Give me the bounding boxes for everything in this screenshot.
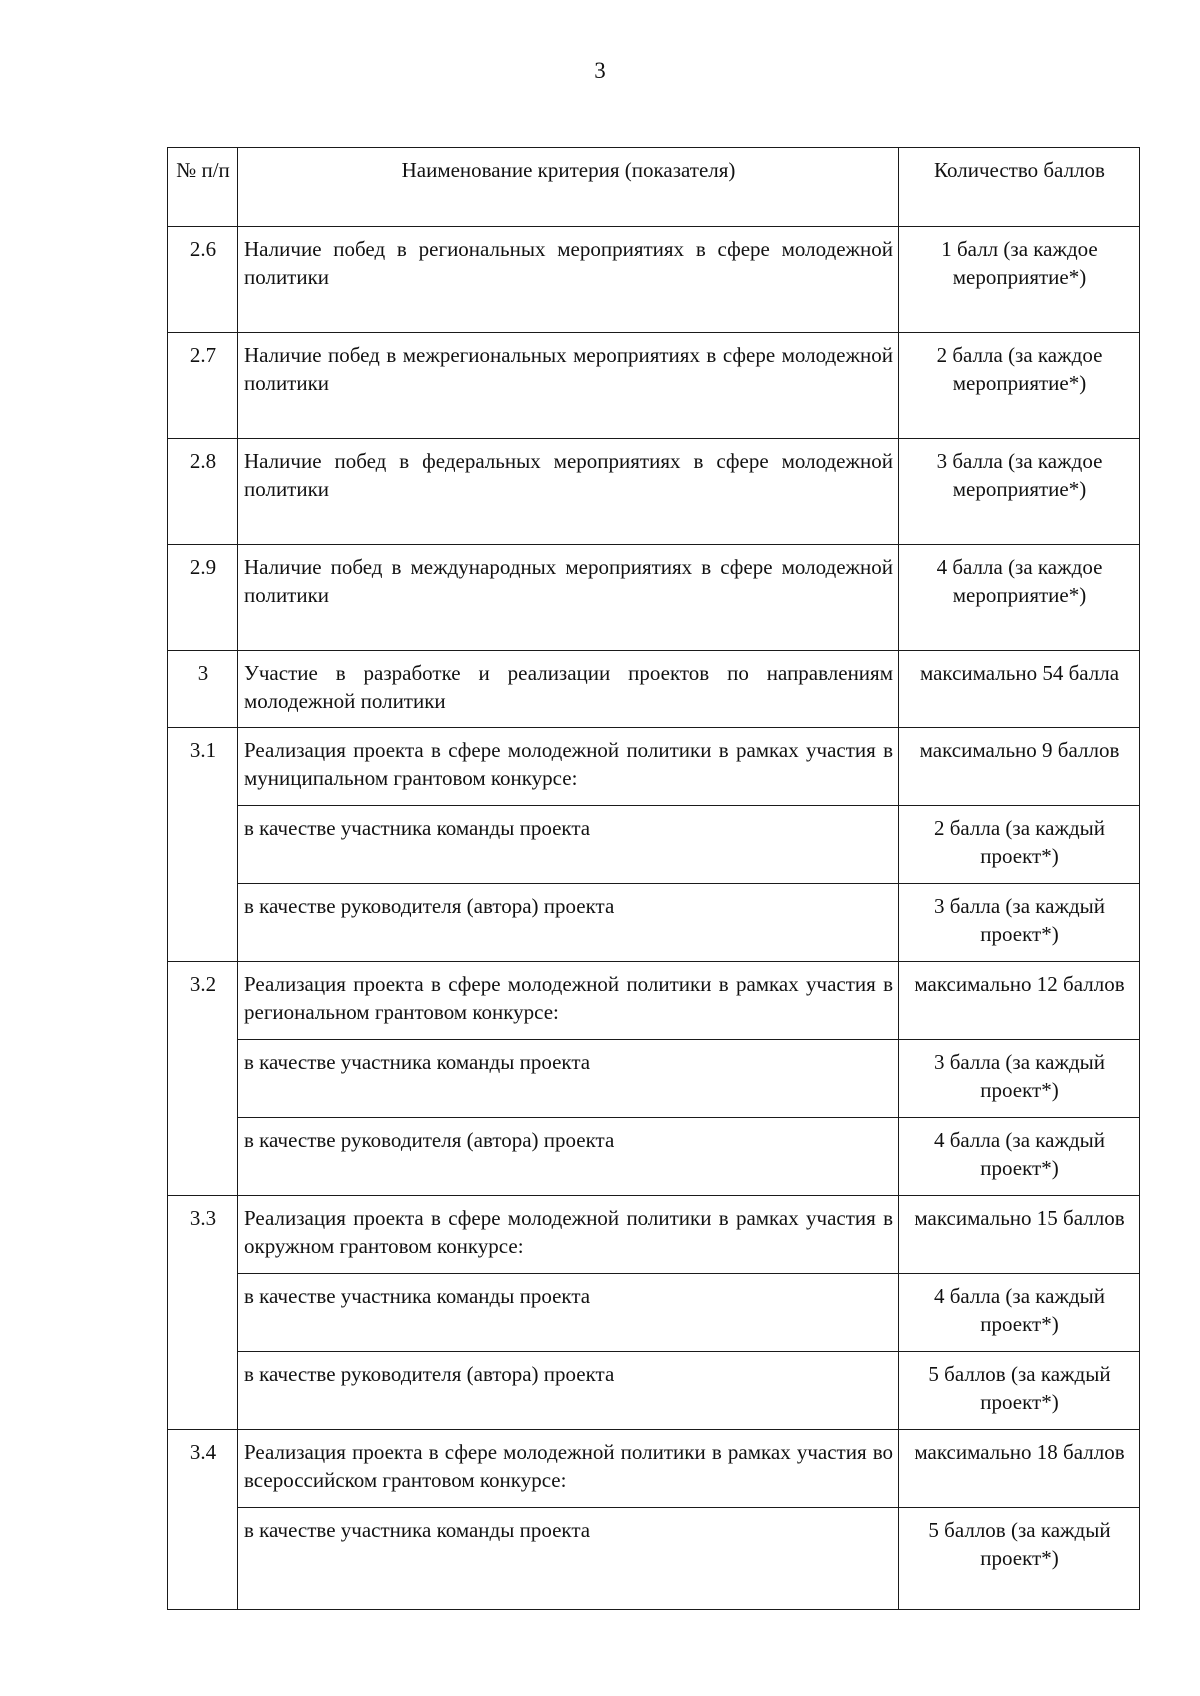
row-num: 2.6 (168, 227, 238, 333)
row-score: максимально 12 баллов (899, 962, 1140, 1040)
row-score: 4 балла (за каждый проект*) (899, 1274, 1140, 1352)
table-row (168, 1196, 1140, 1274)
row-criterion: Реализация проекта в сфере молодежной политики в рамках участия в региональном грантовом конкурсе: (238, 962, 899, 1040)
row-criterion: в качестве руководителя (автора) проекта (238, 884, 899, 962)
row-num: 3 (168, 651, 238, 728)
table-subrow (168, 1352, 1140, 1430)
table-row (168, 728, 1140, 806)
table-subrow (168, 1118, 1140, 1196)
row-criterion: Реализация проекта в сфере молодежной политики в рамках участия в окружном грантовом конкурсе: (238, 1196, 899, 1274)
table-row (168, 227, 1140, 333)
table-subrow (168, 1508, 1140, 1610)
table-subrow (168, 884, 1140, 962)
row-num: 3.3 (168, 1196, 238, 1430)
row-criterion: в качестве участника команды проекта (238, 1274, 899, 1352)
row-criterion: Наличие побед в федеральных мероприятиях в сфере молодежной политики (238, 439, 899, 545)
header-num: № п/п (168, 148, 238, 227)
table-subrow (168, 806, 1140, 884)
table-subrow (168, 1274, 1140, 1352)
header-name: Наименование критерия (показателя) (238, 148, 899, 227)
row-score: максимально 9 баллов (899, 728, 1140, 806)
row-criterion: Наличие побед в международных мероприятиях в сфере молодежной политики (238, 545, 899, 651)
row-score: максимально 54 балла (899, 651, 1140, 728)
table-subrow (168, 1040, 1140, 1118)
row-score: 4 балла (за каждое мероприятие*) (899, 545, 1140, 651)
row-score: 3 балла (за каждое мероприятие*) (899, 439, 1140, 545)
row-criterion: Наличие побед в региональных мероприятиях в сфере молодежной политики (238, 227, 899, 333)
row-num: 2.9 (168, 545, 238, 651)
row-num: 2.7 (168, 333, 238, 439)
table-row (168, 333, 1140, 439)
row-score: 3 балла (за каждый проект*) (899, 884, 1140, 962)
page-number: 3 (594, 58, 606, 83)
row-criterion: в качестве руководителя (автора) проекта (238, 1118, 899, 1196)
table-row (168, 1430, 1140, 1508)
table-row (168, 962, 1140, 1040)
row-score: 5 баллов (за каждый проект*) (899, 1508, 1140, 1610)
row-score: 4 балла (за каждый проект*) (899, 1118, 1140, 1196)
row-num: 3.1 (168, 728, 238, 962)
row-criterion: Наличие побед в межрегиональных мероприятиях в сфере молодежной политики (238, 333, 899, 439)
row-score: 1 балл (за каждое мероприятие*) (899, 227, 1140, 333)
row-num: 3.4 (168, 1430, 238, 1610)
row-criterion: Участие в разработке и реализации проектов по направлениям молодежной политики (238, 651, 899, 728)
row-score: максимально 15 баллов (899, 1196, 1140, 1274)
row-score: 5 баллов (за каждый проект*) (899, 1352, 1140, 1430)
row-criterion: в качестве участника команды проекта (238, 1508, 899, 1610)
row-criterion: в качестве участника команды проекта (238, 806, 899, 884)
row-criterion: Реализация проекта в сфере молодежной политики в рамках участия во всероссийском грантовом конкурсе: (238, 1430, 899, 1508)
row-score: 3 балла (за каждый проект*) (899, 1040, 1140, 1118)
row-num: 3.2 (168, 962, 238, 1196)
row-score: 2 балла (за каждое мероприятие*) (899, 333, 1140, 439)
row-num: 2.8 (168, 439, 238, 545)
header-score: Количество баллов (899, 148, 1140, 227)
row-criterion: в качестве руководителя (автора) проекта (238, 1352, 899, 1430)
table-row (168, 439, 1140, 545)
row-criterion: Реализация проекта в сфере молодежной политики в рамках участия в муниципальном грантовом конкурсе: (238, 728, 899, 806)
criteria-table (167, 147, 1140, 1610)
row-score: 2 балла (за каждый проект*) (899, 806, 1140, 884)
table-row (168, 545, 1140, 651)
row-score: максимально 18 баллов (899, 1430, 1140, 1508)
row-criterion: в качестве участника команды проекта (238, 1040, 899, 1118)
table-row (168, 651, 1140, 728)
table-header-row (168, 148, 1140, 227)
